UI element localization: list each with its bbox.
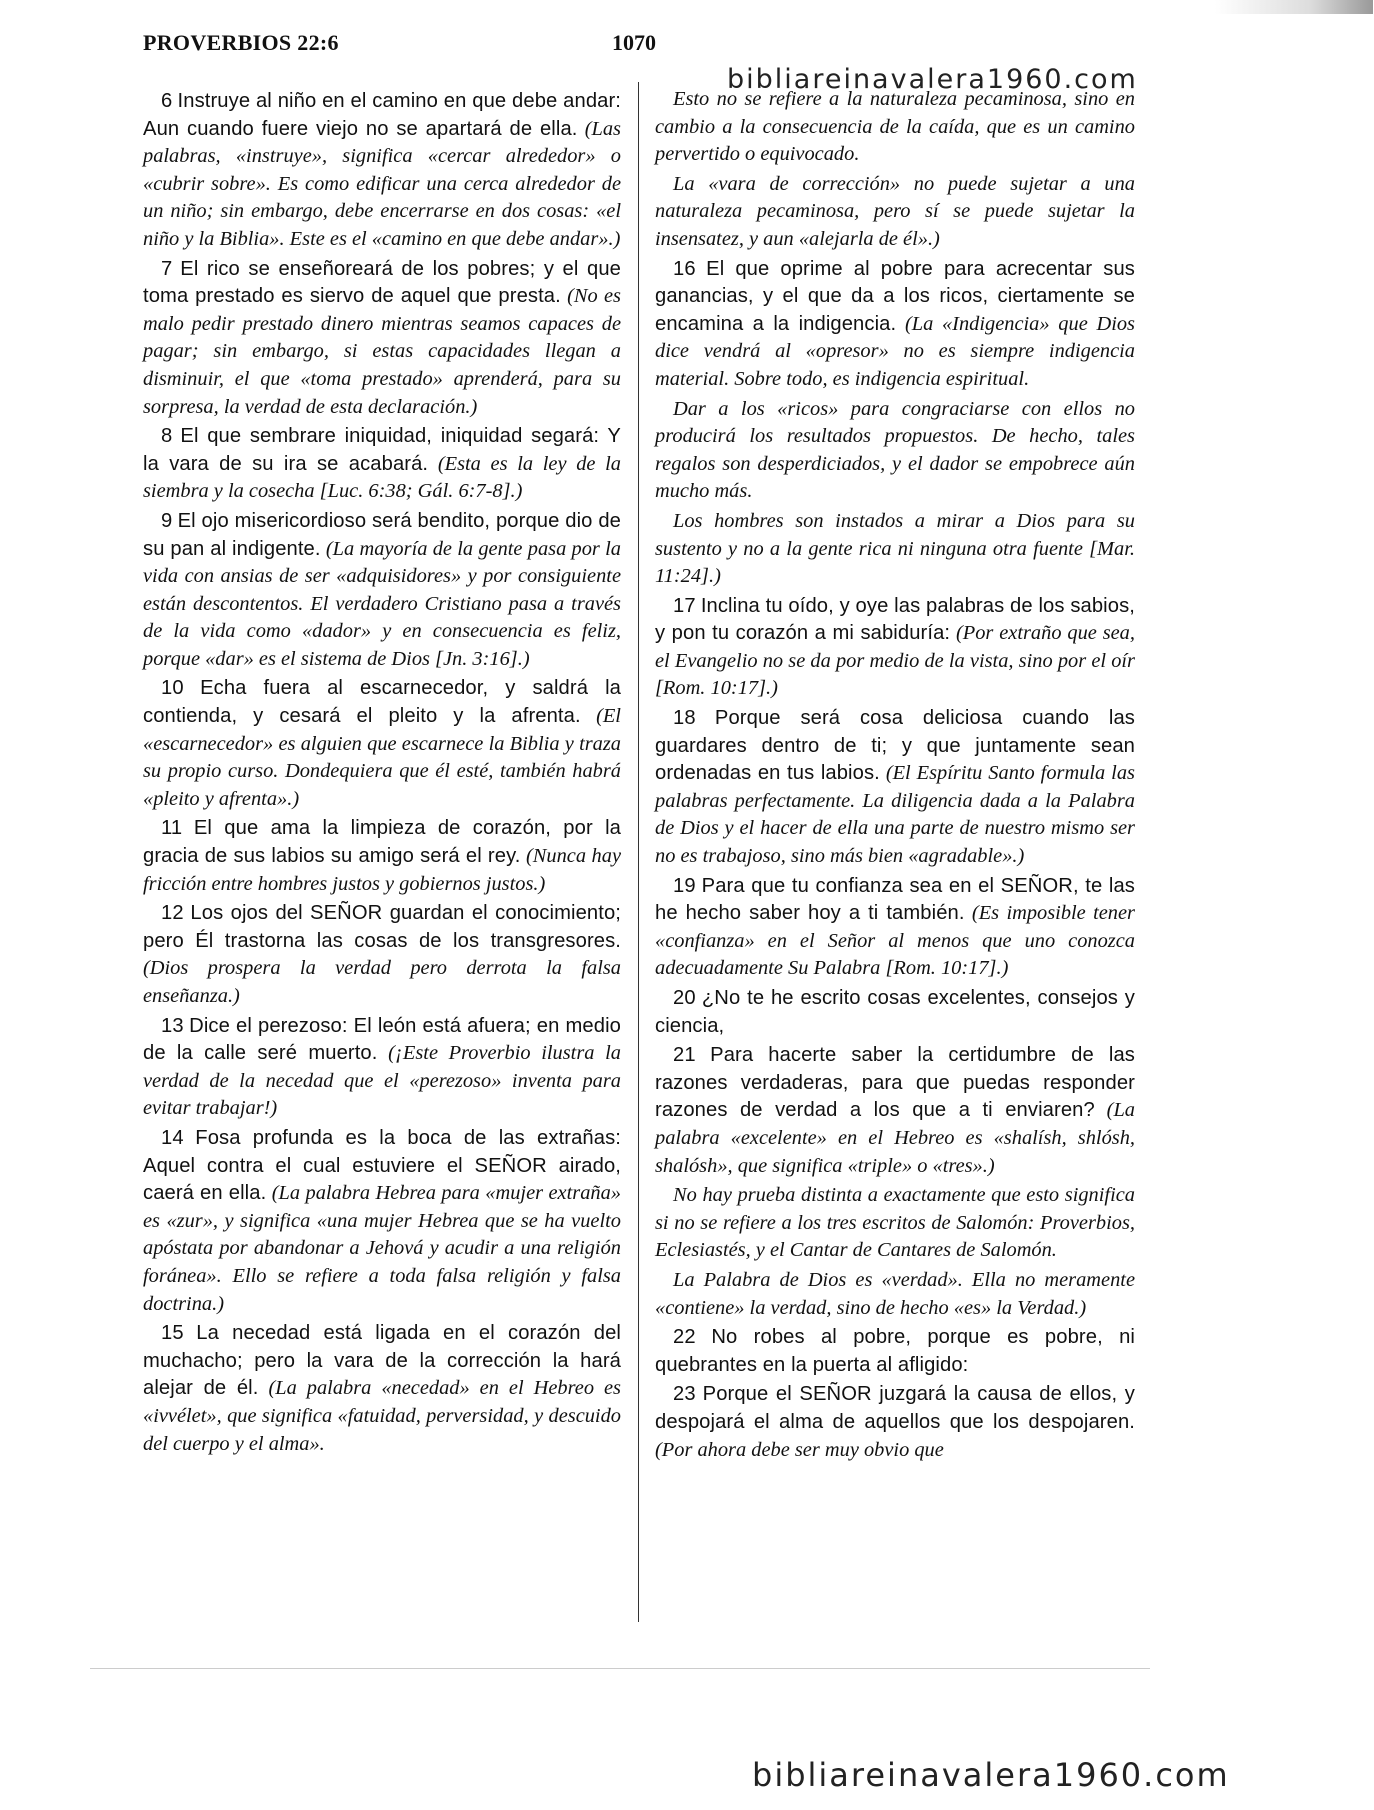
commentary-text: (Dios prospera la verdad pero derrota la falsa enseñanza.)	[143, 957, 621, 1007]
verse-paragraph	[655, 873, 1135, 983]
commentary-text: (Esta es la ley de la siembra y la cosecha [Luc. 6:38; Gál. 6:7-8].)	[143, 452, 621, 503]
verse-paragraph	[655, 593, 1135, 703]
scan-edge-shadow	[1215, 0, 1373, 14]
verse-text: Dice el perezoso: El león está afuera; en medio de la calle seré muerto.	[143, 1014, 621, 1065]
verse-text: Los ojos del SEÑOR guardan el conocimiento; pero Él trastorna las cosas de los transgresores.	[143, 902, 621, 952]
commentary-text: (La palabra Hebrea para «mujer extraña» es «zur», y significa «una mujer Hebrea que se ha vuelto apóstata por abandonar a Jehová y acudir a una religión foránea». Ello se refiere a toda falsa religión y falsa doctrina.)	[143, 1182, 621, 1315]
verse-text: Para hacerte saber la certidumbre de las razones verdaderas, para que puedas responder razones de verdad a los que a ti enviaren?	[655, 1044, 1135, 1122]
commentary-text: (El «escarnecedor» es alguien que escarnece la Biblia y traza su propio curso. Dondequiera que él esté, también habrá «pleito y afrenta».)	[143, 705, 621, 810]
verse-text: Inclina tu oído, y oye las palabras de los sabios, y pon tu corazón a mi sabiduría:	[655, 594, 1135, 645]
verse-paragraph	[655, 1042, 1135, 1180]
verse-number: 13	[161, 1014, 184, 1037]
verse-number: 21	[673, 1044, 696, 1067]
commentary-text: (El Espíritu Santo formula las palabras perfectamente. La diligencia dada a la Palabra de Dios y el hacer de ella una parte de nuestro mismo ser no es trabajoso, sino más bien «agradable».)	[655, 762, 1135, 868]
commentary-text: (¡Este Proverbio ilustra la verdad de la necedad que el «perezoso» inventa para evitar trabajar!)	[143, 1042, 622, 1120]
verse-paragraph	[655, 1182, 1135, 1265]
commentary-text: (Por ahora debe ser muy obvio que	[655, 1438, 944, 1461]
verse-number: 14	[161, 1126, 184, 1149]
verse-paragraph	[143, 256, 621, 422]
verse-number: 8	[161, 425, 173, 448]
verse-text: El que sembrare iniquidad, iniquidad segará: Y la vara de su ira se acabará.	[143, 425, 621, 475]
commentary-text: La «vara de corrección» no puede sujetar a una naturaleza pecaminosa, pero sí se puede sujetar la insensatez, y aun «alejarla de él».)	[655, 172, 1135, 250]
verse-paragraph	[655, 508, 1135, 591]
watermark-bottom: bibliareinavalera1960.com	[752, 1756, 1230, 1794]
commentary-text: (La mayoría de la gente pasa por la vida con ansias de ser «adquisidores» y por consiguiente están descontentos. El verdadero Cristiano pasa a través de la vida como «dador» y en consecuencia es feliz, porque «dar» es el sistema de Dios [Jn. 3:16].)	[143, 537, 621, 670]
verse-paragraph	[143, 1320, 621, 1458]
commentary-text: (Las palabras, «instruye», significa «cercar alrededor» o «cubrir sobre». Es como edificar una cerca alrededor de un niño; sin embargo, debe encerrarse en dos cosas: «el niño y la Biblia». Este es el «camino en que debe andar».)	[143, 117, 621, 250]
commentary-text: La Palabra de Dios es «verdad». Ella no meramente «contiene» la verdad, sino de hecho «es» la Verdad.)	[655, 1268, 1135, 1319]
verse-number: 23	[673, 1383, 696, 1406]
commentary-text: (No es malo pedir prestado dinero mientras seamos capaces de pagar; sin embargo, si estas capacidades llegan a disminuir, el que «toma prestado» aprenderá, para su sorpresa, la verdad de esta declaración.)	[143, 285, 621, 418]
verse-paragraph	[655, 705, 1135, 871]
commentary-text: (Por extraño que sea, el Evangelio no se da por medio de la vista, sino por el oír [Rom. 10:17].)	[655, 622, 1135, 700]
verse-text: La necedad está ligada en el corazón del muchacho; pero la vara de la corrección la hará alejar de él.	[143, 1322, 621, 1400]
verse-number: 19	[673, 874, 696, 897]
column-divider	[638, 82, 639, 1622]
verse-paragraph	[655, 1324, 1135, 1379]
verse-paragraph	[655, 985, 1135, 1040]
verse-text: El rico se enseñoreará de los pobres; y el que toma prestado es siervo de aquel que presta.	[143, 257, 621, 308]
verse-paragraph	[143, 815, 621, 898]
verse-number: 9	[161, 509, 173, 532]
commentary-text: (La palabra «necedad» en el Hebreo es «ivvélet», que significa «fatuidad, perversidad, y descuido del cuerpo y el alma».	[143, 1377, 621, 1455]
verse-paragraph	[143, 900, 621, 1010]
commentary-text: (Nunca hay fricción entre hombres justos y gobiernos justos.)	[143, 845, 622, 895]
verse-paragraph	[143, 675, 621, 813]
commentary-text: No hay prueba distinta a exactamente que esto significa si no se refiere a los tres escritos de Salomón: Proverbios, Eclesiastés, y el Cantar de Cantares de Salomón.	[655, 1184, 1135, 1262]
verse-text: Para que tu confianza sea en el SEÑOR, te las he hecho saber hoy a ti también.	[655, 874, 1135, 925]
verse-text: El que ama la limpieza de corazón, por la gracia de sus labios su amigo será el rey.	[143, 817, 621, 868]
verse-text: Echa fuera al escarnecedor, y saldrá la contienda, y cesará el pleito y la afrenta.	[143, 677, 621, 728]
verse-text: El que oprime al pobre para acrecentar sus ganancias, y el que da a los ricos, ciertamente se encamina a la indigencia.	[655, 257, 1135, 335]
running-header-reference: PROVERBIOS 22:6	[143, 30, 339, 55]
verse-text: ¿No te he escrito cosas excelentes, consejos y ciencia,	[655, 987, 1135, 1037]
verse-number: 15	[161, 1322, 184, 1345]
verse-text: Porque el SEÑOR juzgará la causa de ellos, y despojará el alma de aquellos que los despojaren.	[655, 1383, 1135, 1433]
verse-paragraph	[143, 423, 621, 506]
verse-paragraph	[655, 86, 1135, 169]
right-column	[655, 86, 1135, 1466]
verse-text: Fosa profunda es la boca de las extrañas: Aquel contra el cual estuviere el SEÑOR airado, caerá en ella.	[143, 1126, 621, 1205]
commentary-text: (La «Indigencia» que Dios dice vendrá al «opresor» no es siempre indigencia material. Sobre todo, es indigencia espiritual.	[655, 312, 1135, 390]
verse-number: 16	[673, 257, 696, 280]
verse-paragraph	[655, 171, 1135, 254]
verse-number: 7	[161, 257, 173, 280]
commentary-text: (Es imposible tener «confianza» en el Señor al menos que uno conozca adecuadamente Su Palabra [Rom. 10:17].)	[655, 902, 1135, 980]
verse-paragraph	[655, 396, 1135, 506]
verse-number: 12	[161, 902, 184, 925]
verse-paragraph	[655, 1267, 1135, 1322]
watermark-top: bibliareinavalera1960.com	[727, 64, 1138, 95]
verse-text: Porque será cosa deliciosa cuando las guardares dentro de ti; y que juntamente sean ordenadas en tus labios.	[655, 707, 1135, 785]
commentary-text: Los hombres son instados a mirar a Dios para su sustento y no a la gente rica ni ninguna otra fuente [Mar. 11:24].)	[655, 509, 1135, 588]
verse-paragraph	[143, 508, 621, 674]
verse-number: 10	[161, 677, 184, 700]
verse-number: 6	[161, 90, 173, 112]
bottom-rule	[90, 1668, 1150, 1669]
verse-number: 18	[673, 707, 696, 730]
commentary-text: Esto no se refiere a la naturaleza pecaminosa, sino en cambio a la consecuencia de la caída, que es un camino pervertido o equivocado.	[655, 88, 1135, 166]
verse-paragraph	[655, 1381, 1135, 1464]
verse-paragraph	[655, 256, 1135, 394]
page-number: 1070	[612, 30, 656, 55]
verse-number: 20	[673, 987, 696, 1009]
commentary-text: Dar a los «ricos» para congraciarse con ellos no producirá los resultados propuestos. De hecho, tales regalos son desperdiciados, y el dador se empobrece aún mucho más.	[655, 397, 1135, 503]
commentary-text: (La palabra «excelente» en el Hebreo es «shalísh, shlósh, shalósh», que significa «triple» o «tres».)	[655, 1099, 1135, 1177]
verse-text: El ojo misericordioso será bendito, porque dio de su pan al indigente.	[143, 509, 621, 560]
verse-text: Instruye al niño en el camino en que debe andar: Aun cuando fuere viejo no se apartará de ella.	[143, 90, 622, 140]
verse-text: No robes al pobre, porque es pobre, ni quebrantes en la puerta al afligido:	[655, 1326, 1135, 1376]
verse-paragraph	[143, 88, 621, 254]
verse-number: 22	[673, 1326, 696, 1349]
verse-number: 11	[161, 817, 183, 840]
verse-number: 17	[673, 594, 696, 617]
left-column	[143, 88, 621, 1460]
verse-paragraph	[143, 1125, 621, 1318]
verse-paragraph	[143, 1013, 621, 1123]
